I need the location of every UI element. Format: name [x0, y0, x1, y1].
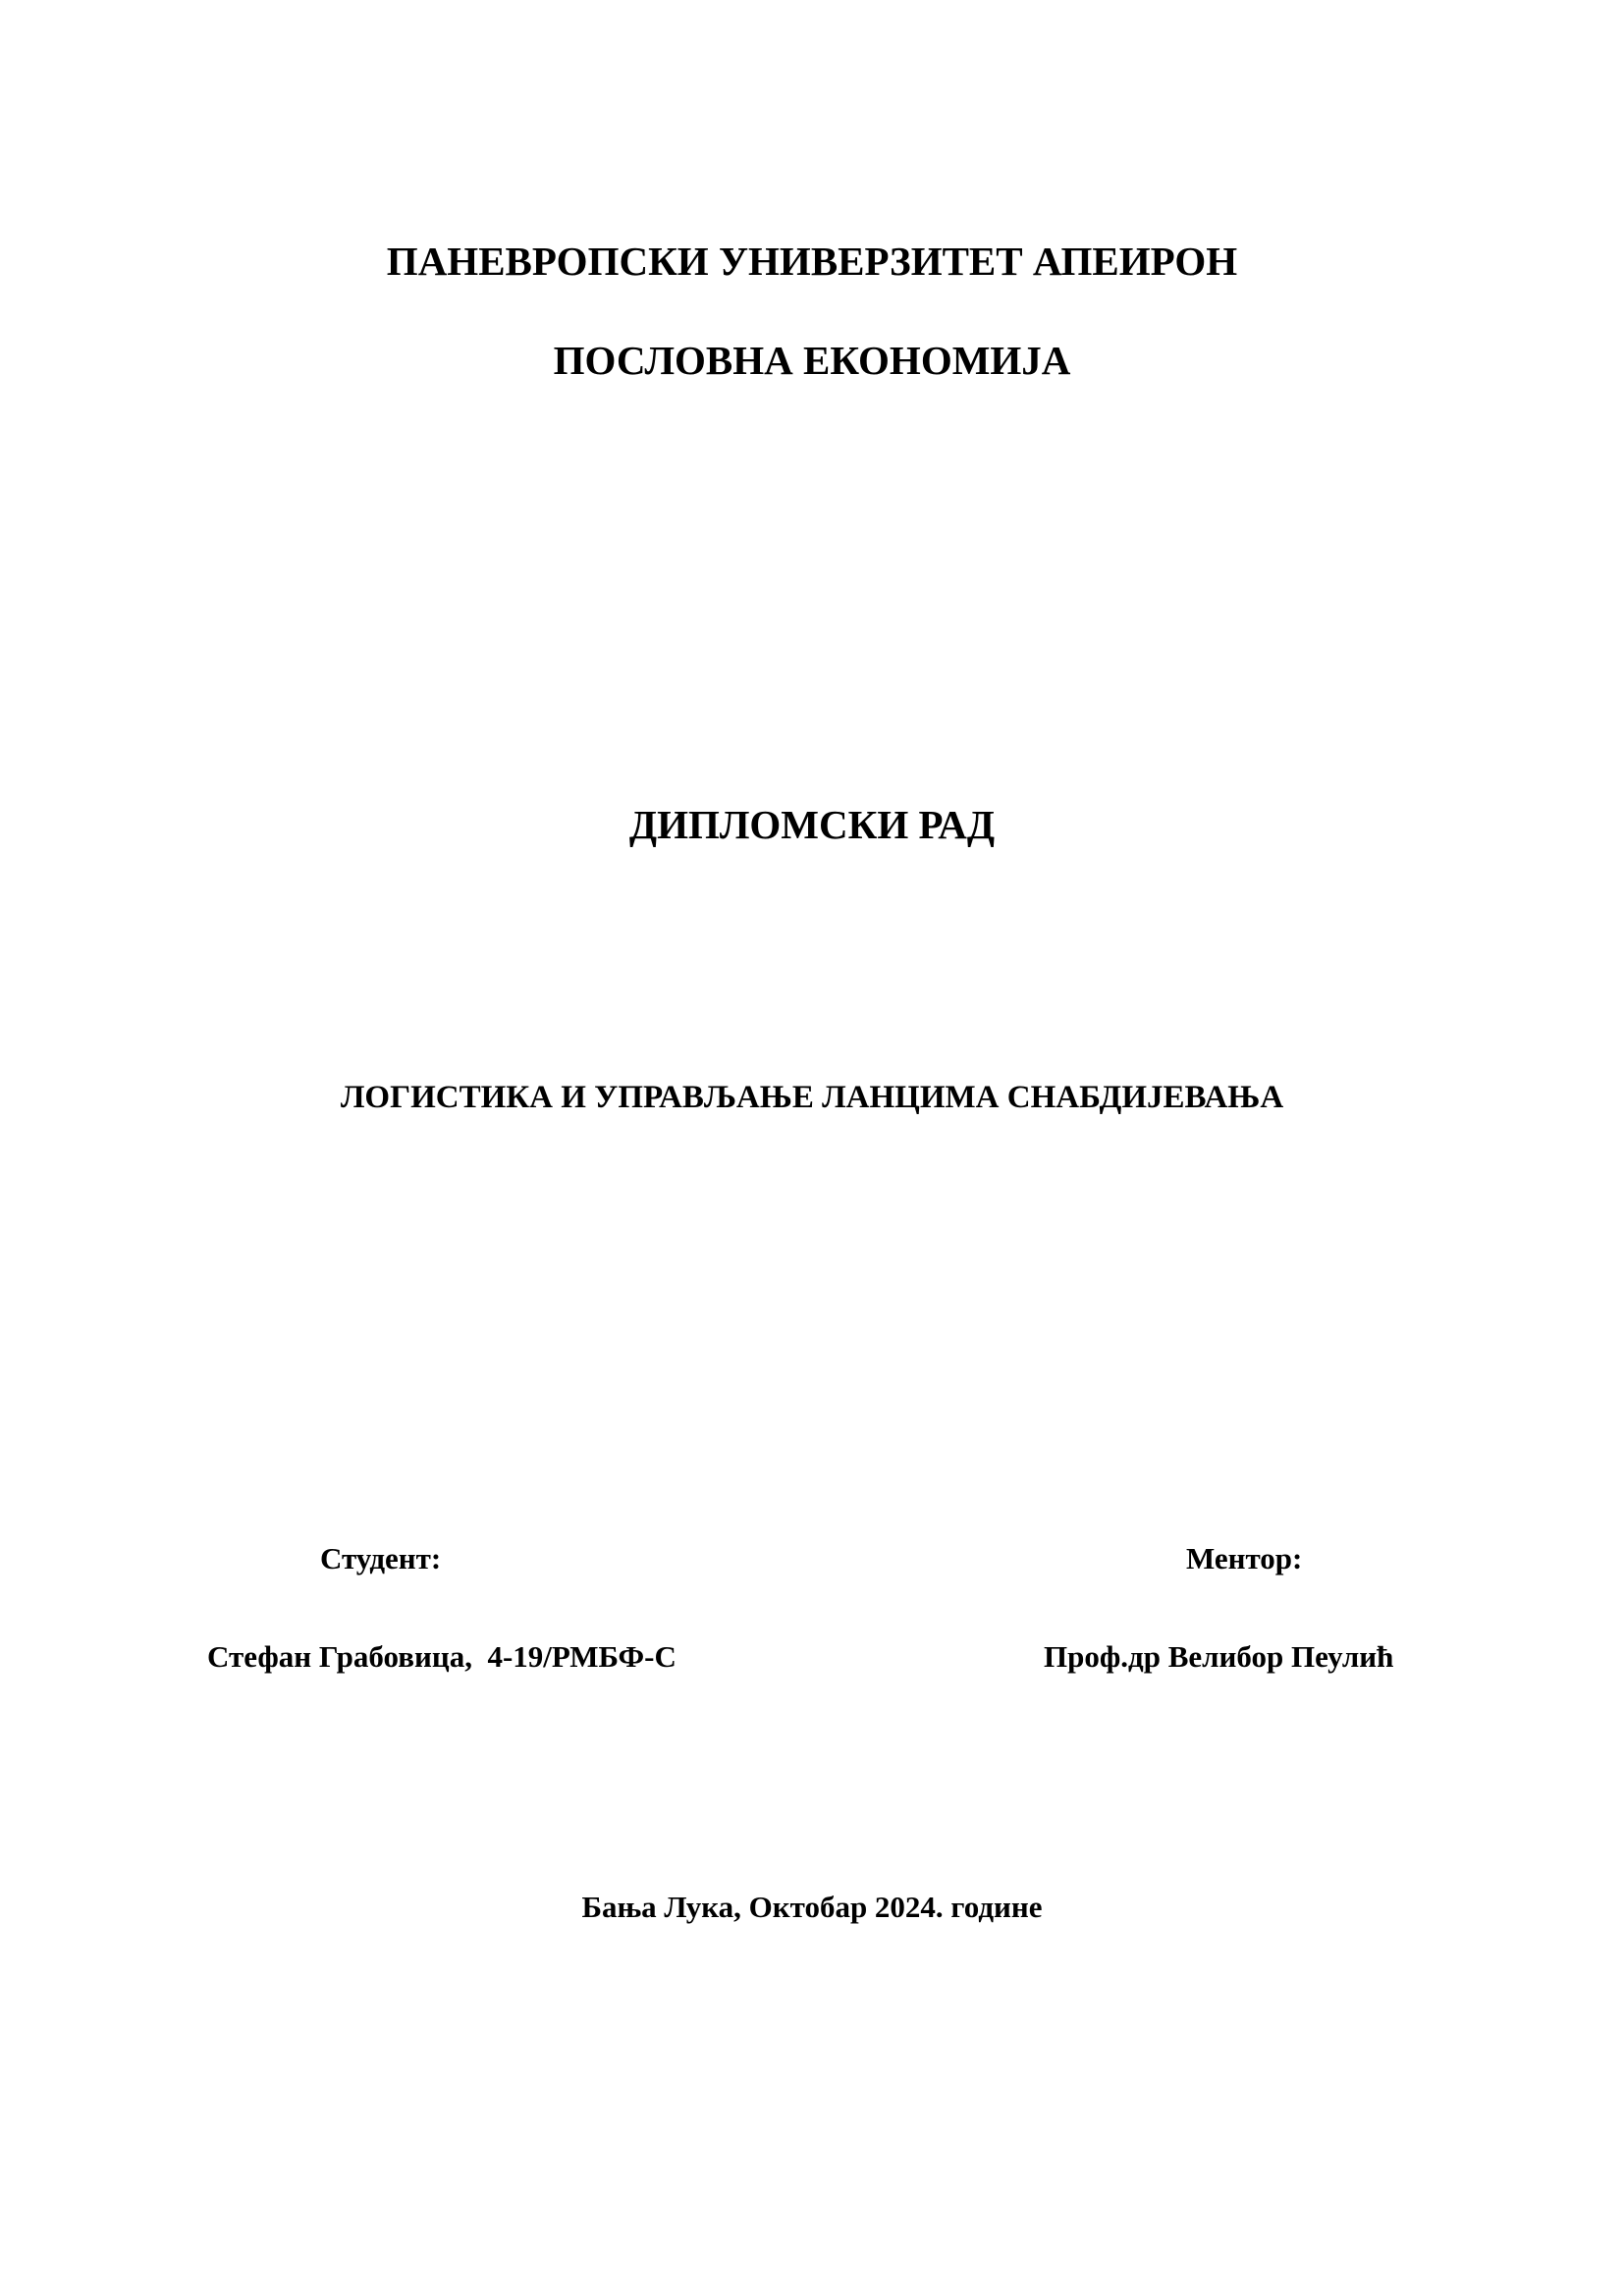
place-and-date: Бања Лука, Октобар 2024. године — [581, 1890, 1043, 1924]
document-type: ДИПЛОМСКИ РАД — [628, 802, 996, 847]
thesis-title: ЛОГИСТИКА И УПРАВЉАЊЕ ЛАНЦИМА СНАБДИЈЕВАЊА — [340, 1080, 1284, 1115]
mentor-label: Ментор: — [1186, 1541, 1303, 1575]
student-name: Стефан Грабовица, 4-19/РМБФ-С — [207, 1639, 677, 1674]
study-program: ПОСЛОВНА ЕКОНОМИЈА — [553, 338, 1071, 383]
student-label: Студент: — [320, 1541, 442, 1575]
mentor-name: Проф.др Велибор Пеулић — [1044, 1639, 1394, 1674]
university-name: ПАНЕВРОПСКИ УНИВЕРЗИТЕТ АПЕИРОН — [386, 239, 1238, 284]
